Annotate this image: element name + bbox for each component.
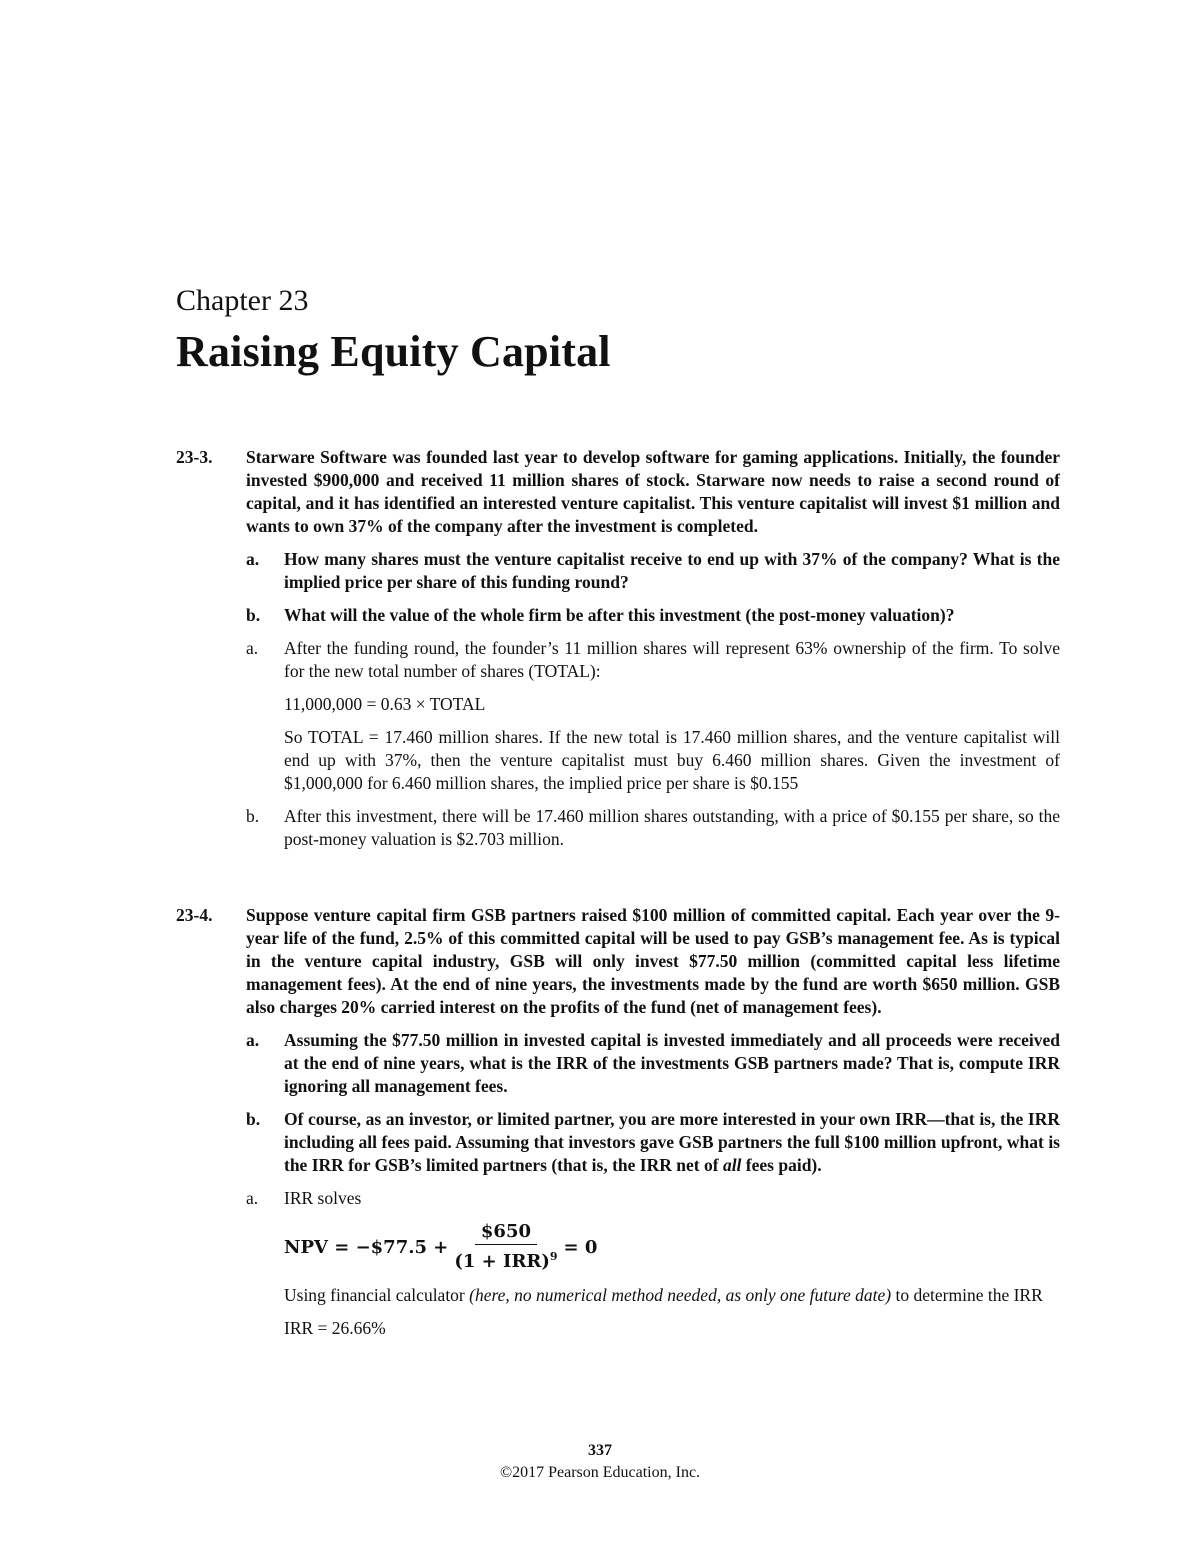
answer-text-segment: Using financial calculator	[284, 1285, 470, 1305]
answer-paragraph: So TOTAL = 17.460 million shares. If the new total is 17.460 million shares, and the venture capitalist will end up with 37%, then the venture capitalist must buy 6.460 million shares. Given the investment of $1,000,000 for 6.460 million shares, the implied price per share is $0.155	[284, 727, 1060, 793]
fraction-denominator	[454, 1245, 557, 1274]
answer-paragraph: After this investment, there will be 17.460 million shares outstanding, with a price of $0.155 per share, so the post-money valuation is $2.703 million.	[284, 806, 1060, 849]
answer-a	[246, 637, 1060, 795]
answer-label: a.	[246, 1188, 259, 1208]
answer-label: b.	[246, 806, 260, 826]
answer-equation: 11,000,000 = 0.63 × TOTAL	[284, 694, 486, 714]
equation-fraction	[454, 1220, 557, 1274]
part-label: b.	[246, 605, 261, 625]
problem-number: 23-3.	[176, 447, 213, 467]
answer-paragraph: After the funding round, the founder’s 11 million shares will represent 63% ownership of the firm. To solve for the new total number of shares (TOTAL):	[284, 638, 1060, 681]
problem-question: Suppose venture capital firm GSB partners raised $100 million of committed capital. Each year over the 9-year life of the fund, 2.5% of this committed capital will be used to pay GSB’s management fee. As is typical in the venture capital industry, GSB will only invest $77.50 million (committed capital less lifetime management fees). At the end of nine years, the investments made by the fund are worth $650 million. GSB also charges 20% carried interest on the profits of the fund (net of management fees).	[246, 905, 1060, 1017]
copyright-notice: ©2017 Pearson Education, Inc.	[499, 1464, 701, 1481]
answer-intro: IRR solves	[284, 1188, 362, 1208]
part-label: a.	[246, 549, 260, 569]
page-number: 337	[588, 1442, 612, 1459]
part-text: What will the value of the whole firm be after this investment (the post-money valuation)?	[284, 605, 955, 625]
part-text-segment: fees paid).	[741, 1155, 822, 1175]
answer-label: a.	[246, 638, 259, 658]
question-part-b	[246, 1108, 1060, 1177]
part-text: Assuming the $77.50 million in invested capital is invested immediately and all proceeds were received at the end of nine years, what is the IRR of the investments GSB partners made? That is, compute IRR ignoring all management fees.	[284, 1030, 1060, 1096]
question-part-b	[246, 604, 1060, 627]
part-label: b.	[246, 1109, 261, 1129]
question-part-a	[246, 1029, 1060, 1098]
part-label: a.	[246, 1030, 260, 1050]
answer-result: IRR = 26.66%	[284, 1318, 386, 1338]
part-text	[284, 1108, 1060, 1177]
fraction-numerator: $650	[475, 1220, 537, 1245]
part-text-italic: all	[722, 1155, 742, 1175]
part-text-segment: Of course, as an investor, or limited partner, you are more interested in your own IRR—that is, the IRR including all fees paid. Assuming that investors gave GSB partners the full $100 million upfront, what is the IRR for GSB’s limited partners (that is, the IRR net of	[284, 1109, 1060, 1175]
denominator-base: (1 + IRR)	[454, 1251, 550, 1272]
problem-23-3	[176, 446, 1060, 851]
equation-rhs: = 0	[563, 1236, 598, 1258]
problem-23-4	[176, 904, 1060, 1340]
npv-equation	[284, 1222, 1060, 1272]
answer-paragraph	[284, 1284, 1060, 1307]
chapter-label: Chapter 23	[176, 284, 309, 317]
problem-question: Starware Software was founded last year to develop software for gaming applications. Initially, the founder invested $900,000 and received 11 million shares of stock. Starware now needs to raise a second round of capital, and it has identified an interested venture capitalist. This venture capitalist will invest $1 million and wants to own 37% of the company after the investment is completed.	[246, 447, 1060, 536]
equation-lhs: NPV = −$77.5 +	[284, 1236, 449, 1258]
question-part-a	[246, 548, 1060, 594]
answer-a	[246, 1187, 1060, 1340]
problem-number: 23-4.	[176, 905, 213, 925]
answer-text-segment: to determine the IRR	[891, 1285, 1043, 1305]
chapter-title: Raising Equity Capital	[176, 327, 611, 376]
part-text: How many shares must the venture capitalist receive to end up with 37% of the company? What is the implied price per share of this funding round?	[284, 549, 1060, 592]
denominator-exponent: 9	[549, 1250, 558, 1263]
answer-text-italic: (here, no numerical method needed, as only one future date)	[469, 1285, 892, 1305]
answer-b	[246, 805, 1060, 851]
